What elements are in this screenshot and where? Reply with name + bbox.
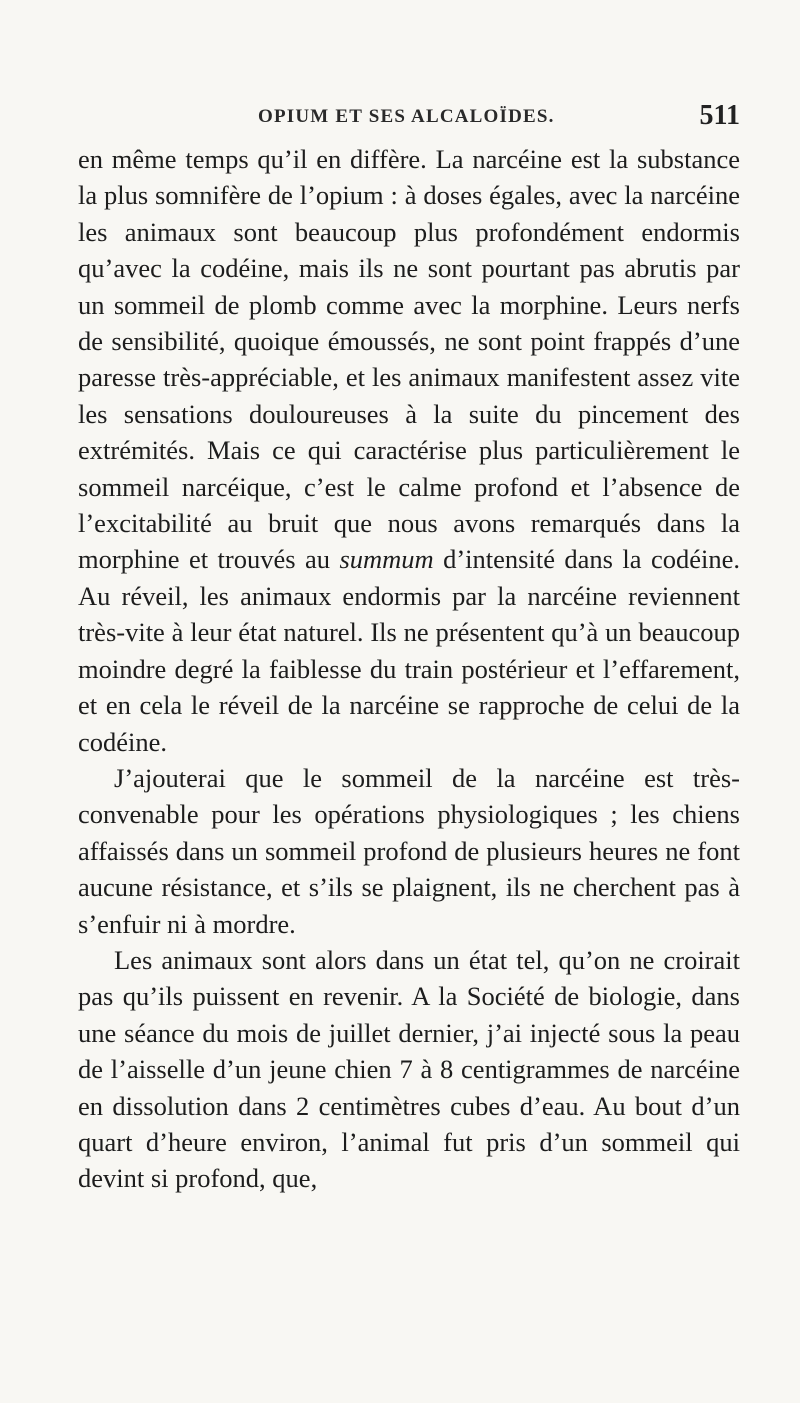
running-title: OPIUM ET SES ALCALOÏDES. xyxy=(258,106,555,127)
paragraph-3 xyxy=(78,942,740,1197)
paragraph-2 xyxy=(78,760,740,942)
paragraph-1-text-b: d’intensité dans la codéine. Au réveil, les animaux endormis par la narcéine reviennent très-vite à leur état naturel. Ils ne présentent qu’à un beaucoup moindre degré la faiblesse du train postérieur et l’effarement, et en cela le réveil de la narcéine se rapproche de celui de la codéine. xyxy=(78,544,740,757)
paragraph-3-text: Les animaux sont alors dans un état tel, qu’on ne croirait pas qu’ils puissent en revenir. A la Société de biologie, dans une séance du mois de juillet dernier, j’ai injecté sous la peau de l’aisselle d’un jeune chien 7 à 8 centigrammes de narcéine en dissolution dans 2 centimètres cubes d’eau. Au bout d’un quart d’heure environ, l’animal fut pris d’un sommeil qui devint si profond, que, xyxy=(78,944,740,1194)
body-text xyxy=(78,141,740,1197)
paragraph-2-text: J’ajouterai que le sommeil de la narcéine est très-convenable pour les opérations physiologiques ; les chiens affaissés dans un sommeil profond de plusieurs heures ne font aucune résistance, et s’ils se plaignent, ils ne cherchent pas à s’enfuir ni à mordre. xyxy=(78,762,740,939)
page-number: 511 xyxy=(699,100,740,131)
running-head xyxy=(78,100,740,134)
paragraph-1-text-a: en même temps qu’il en diffère. La narcéine est la substance la plus somnifère de l’opium : à doses égales, avec la narcéine les animaux sont beaucoup plus profondément endormis qu’avec la codéine, mais ils ne sont pourtant pas abrutis par un sommeil de plomb comme avec la morphine. Leurs nerfs de sensibilité, quoique émoussés, ne sont point frappés d’une paresse très-appréciable, et les animaux manifestent assez vite les sensations douloureuses à la suite du pincement des extrémités. Mais ce qui caractérise plus particulièrement le sommeil narcéique, c’est le calme profond et l’absence de l’excitabilité au bruit que nous avons remarqués dans la morphine et trouvés au xyxy=(78,144,740,575)
paragraph-1-italic-summum: summum xyxy=(339,544,434,575)
paragraph-1 xyxy=(78,141,740,760)
